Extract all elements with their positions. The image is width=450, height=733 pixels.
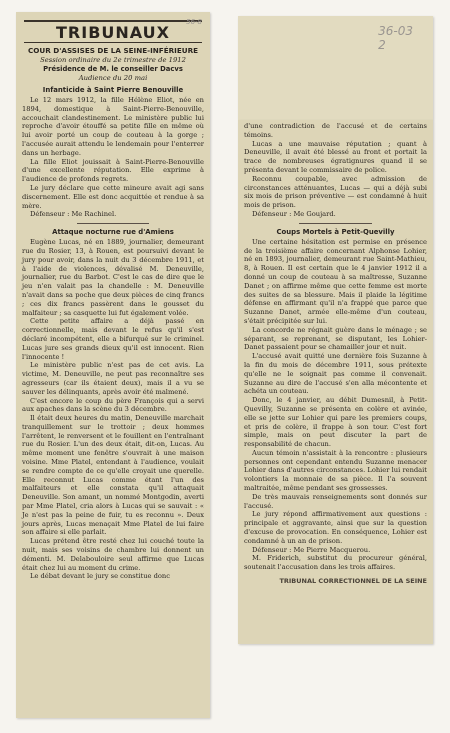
article-paragraph: M. Friderich, substitut du procureur général, soutenait l'accusation dans les trois affaires. — [244, 554, 427, 572]
article-paragraph: Aucun témoin n'assistait à la rencontre : plusieurs personnes ont cependant entendu Suzanne menacer Lohier dans d'autres circonstances. Lohier lui rendait volontiers la monnaie de sa pièce. Il l'a souvent maltraitée, même pendant ses grossesses. — [244, 448, 427, 493]
article-paragraph: Le 12 mars 1912, la fille Hélène Eliot, née en 1894, domestique à Saint-Pierre-Benouville, accouchait clandestinement. Le ministère public lui reproche d'avoir étouffé sa petite fille en même où lui avoir porté un coup de couteau à la gorge ; l'accusée aurait attendu le lendemain pour l'enterrer dans un herbage. — [22, 96, 204, 157]
session-line: Session ordinaire du 2e trimestre de 1912 — [40, 56, 186, 64]
article-paragraph: d'une contradiction de l'accusé et de certains témoins. — [244, 122, 427, 139]
article-paragraph: Lucas prétend être resté chez lui couché toute la nuit, mais ses voisins de chambre lui donnent un démenti. M. Delabouloire seul affirme que Lucas était chez lui au moment du crime. — [22, 537, 204, 572]
article-paragraph: Le jury déclare que cette mineure avait agi sans discernement. Elle est donc acquittée et rendue à sa mère. — [22, 183, 204, 210]
article-paragraph: La concorde ne régnait guère dans le ménage ; se séparant, se reprenant, se disputant, les Lohier-Danet passaient pour se chamailler jour et nuit. — [244, 325, 427, 352]
article-paragraph: Lucas a une mauvaise réputation ; quant à Deneuville, il avait été blessé au front et portait la trace de nombreuses égratignures quand il se présenta devant le commissaire de police. — [244, 139, 427, 174]
article-paragraph: De très mauvais renseignements sont donnés sur l'accusé. — [244, 492, 427, 510]
section-heading-infanticide: Infanticide à Saint Pierre Benouville — [42, 86, 184, 94]
defense-line: Défenseur : Me Rachinel. — [30, 210, 117, 219]
court-name: COUR D'ASSISES DE LA SEINE-INFÉRIEURE — [27, 46, 199, 55]
pencil-note-page: 2 — [378, 38, 386, 52]
clipping-right-blank-area — [238, 16, 433, 120]
section-heading-coups-mortels: Coups Mortels à Petit-Quevilly — [276, 227, 395, 236]
pencil-annotation-left: 56-8 — [186, 18, 202, 26]
section-heading-attaque: Attaque nocturne rue d'Amiens — [52, 228, 174, 237]
article-paragraph: Il était deux heures du matin, Deneuville marchait tranquillement sur le trottoir ; deux hommes l'arrêtent, le renversent et le fouillent en l'entraînant rue du Rosier. L'un des deux était, dit-on, Lucas. Au même moment une fenêtre s'ouvrait à une maison voisine. Mme Platel, entendant à l'audience, voulait se rendre compte de ce qu'elle croyait une querelle. Elle reconnut Lucas comme étant l'un des malfaiteurs et elle constata qu'il attaquait Deneuville. Son amant, un nommé Montgodin, averti par Mme Platel, cria alors à Lucas qui se sauvait : « Je n'est pas la peine de fuir, tu es reconnu ». Deux jours après, Lucas menaçait Mme Platel de lui faire son affaire si elle parlait. — [22, 414, 204, 537]
article-paragraph: Le jury répond affirmativement aux questions : principale et aggravante, ainsi que sur la question d'excuse de provocation. En conséquence, Lohier est condamné à un an de prison. — [244, 510, 427, 545]
pencil-note-number: 36-03 — [378, 24, 413, 38]
clipping-right-column — [238, 120, 433, 644]
article-paragraph: La fille Eliot jouissait à Saint-Pierre-Benouville d'une excellente réputation. Elle exprime à l'audience de profonds regrets. — [22, 157, 204, 184]
article-paragraph: L'accusé avait quitté une dernière fois Suzanne à la fin du mois de décembre 1911, sous prétexte qu'elle ne le soignait pas comme il convenait. Suzanne au dire de l'accusé s'en alla mécontente et achéta un couteau. — [244, 352, 427, 396]
cut-off-heading: TRIBUNAL CORRECTIONNEL DE LA SEINE — [279, 577, 427, 586]
article-paragraph: Le débat devant le jury se constitue donc — [30, 572, 170, 581]
pencil-annotation-right — [378, 24, 413, 52]
article-paragraph: Cette petite affaire a déjà passé en correctionnelle, mais devant le refus qu'il s'est déclaré incompétent, elle a bifurqué sur le criminel. Lucas jure ses grands dieux qu'il est innocent. Rien l'innocente ! — [22, 317, 204, 361]
masthead-title: TRIBUNAUX — [24, 20, 202, 43]
article-paragraph: C'est encore le coup du père François qui a servi aux apaches dans la scène du 3 décembre. — [22, 396, 204, 414]
section-divider — [299, 223, 372, 224]
article-paragraph: Donc, le 4 janvier, au débit Dumesnil, à Petit-Quevilly, Suzanne se présenta en colère et avinée, elle se jette sur Lohier qui pare les premiers coups, et pris de colère, il frappe à son tour. C'est fort simple, mais on peut discuter la part de responsabilité de chacun. — [244, 396, 427, 449]
article-paragraph: Le ministère public n'est pas de cet avis. La victime, M. Deneuville, ne peut pas reconnaître ses agresseurs (car ils étaient deux), mais il a vu se sauver les délinquants, après avoir été malmené. — [22, 361, 204, 396]
article-paragraph: Eugène Lucas, né en 1889, journalier, demeurant rue du Rosier, 13, à Rouen, est poursuivi devant le jury pour avoir, dans la nuit du 3 décembre 1911, et à l'aide de violences, dévalisé M. Deneuville, journalier, rue du Barbot. C'est le cas de dire que le jeu n'en valait pas la chandelle : M. Deneuville n'avait dans sa poche que deux pièces de cinq francs ; ces dix francs passèrent dans le gousset du malfaiteur ; sa casquette lui fut également volée. — [22, 238, 204, 317]
section-divider — [77, 223, 150, 224]
article-paragraph: Reconnu coupable, avec admission de circonstances atténuantes, Lucas — qui a déjà subi six mois de prison préventive — est condamné à huit mois de prison. — [244, 174, 427, 210]
audience-date: Audience du 20 mai — [78, 74, 148, 82]
president-line: Présidence de M. le conseiller Dacvs — [43, 65, 183, 73]
defense-line: Défenseur : Me Goujard. — [252, 209, 336, 218]
defense-line: Défenseur : Me Pierre Macquerou. — [252, 545, 371, 554]
clipping-left-column — [16, 12, 210, 718]
article-paragraph: Une certaine hésitation est permise en présence de la troisième affaire concernant Alphonse Lohier, né en 1893, journalier, demeurant rue Saint-Mathieu, 8, à Rouen. Il est certain que le 4 janvier 1912 il a donné un coup de couteau à sa maîtresse, Suzanne Danet ; on affirme même que cette femme est morte des suites de sa blessure. Mais il plaide la légitime défense en affirmant qu'il n'a frappé que parce que Suzanne Danet, armée elle-même d'un couteau, s'était précipitée sur lui. — [244, 237, 427, 325]
